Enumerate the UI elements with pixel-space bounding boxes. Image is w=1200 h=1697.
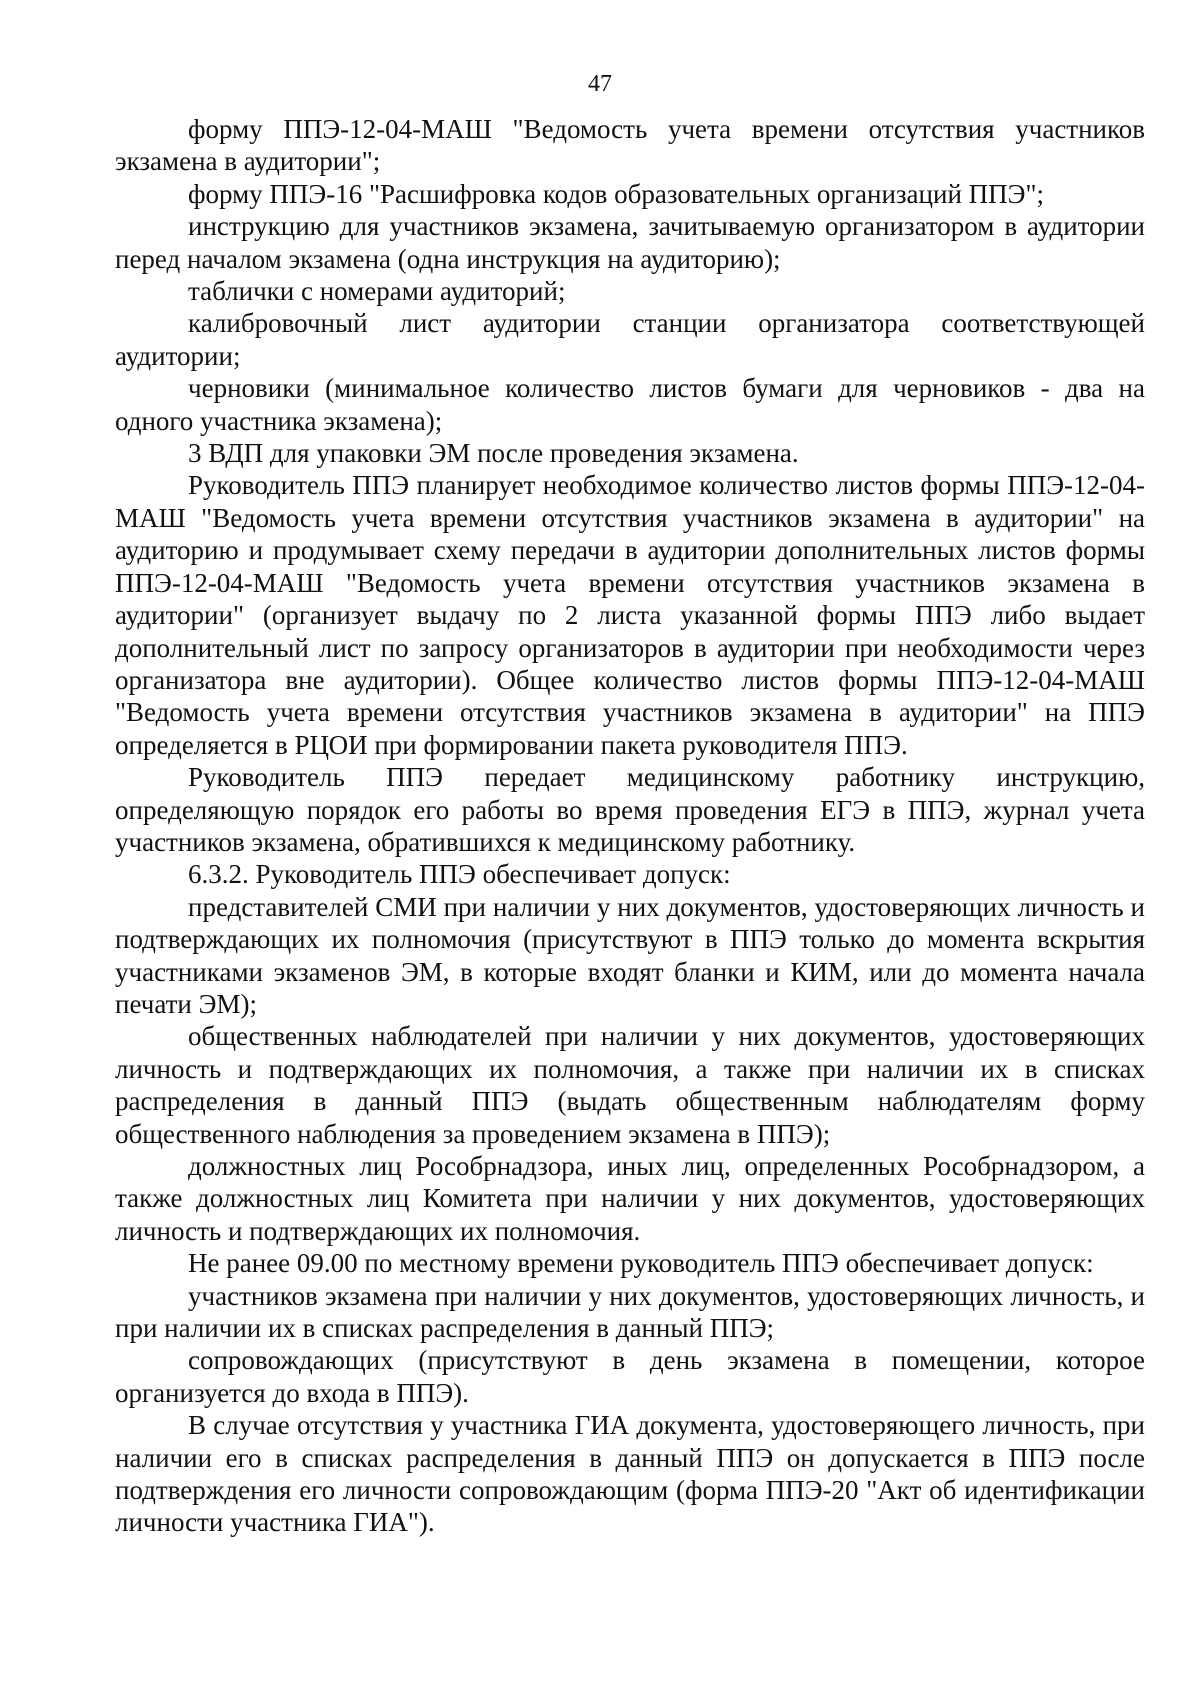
paragraph: инструкцию для участников экзамена, зачитываемую организатором в аудитории перед началом экзамена (одна инструкция на аудиторию);	[115, 211, 1145, 274]
paragraph: сопровождающих (присутствуют в день экзамена в помещении, которое организуется до входа в ППЭ).	[115, 1345, 1145, 1408]
paragraph: Руководитель ППЭ планирует необходимое количество листов формы ППЭ-12-04-МАШ "Ведомость учета времени отсутствия участников экзамена в аудитории" на аудиторию и продумывает схему передачи в аудитории дополнительных листов формы ППЭ-12-04-МАШ "Ведомость учета времени отсутствия участников экзамена в аудитории" (организует выдачу по 2 листа указанной формы ППЭ либо выдает дополнительный лист по запросу организаторов в аудитории при необходимости через организатора вне аудитории). Общее количество листов формы ППЭ-12-04-МАШ "Ведомость учета времени отсутствия участников экзамена в аудитории" на ППЭ определяется в РЦОИ при формировании пакета руководителя ППЭ.	[115, 470, 1145, 760]
paragraph: участников экзамена при наличии у них документов, удостоверяющих личность, и при наличии их в списках распределения в данный ППЭ;	[115, 1280, 1145, 1344]
document-body	[115, 113, 1145, 1539]
paragraph: должностных лиц Рособрнадзора, иных лиц, определенных Рособрнадзором, а также должностных лиц Комитета при наличии у них документов, удостоверяющих личность и подтверждающих их полномочия.	[115, 1151, 1145, 1246]
paragraph: Руководитель ППЭ передает медицинскому работнику инструкцию, определяющую порядок его работы во время проведения ЕГЭ в ППЭ, журнал учета участников экзамена, обратившихся к медицинскому работнику.	[115, 762, 1145, 857]
paragraph: форму ППЭ-12-04-МАШ "Ведомость учета времени отсутствия участников экзамена в аудитории";	[115, 114, 1145, 177]
paragraph: В случае отсутствия у участника ГИА документа, удостоверяющего личность, при наличии его в списках распределения в данный ППЭ он допускается в ППЭ после подтверждения его личности сопровождающим (форма ППЭ-20 "Акт об идентификации личности участника ГИА").	[115, 1410, 1145, 1538]
paragraph: форму ППЭ-16 "Расшифровка кодов образовательных организаций ППЭ";	[188, 178, 1044, 209]
paragraph: представителей СМИ при наличии у них документов, удостоверяющих личность и подтверждающих их полномочия (присутствуют в ППЭ только до момента вскрытия участниками экзаменов ЭМ, в которые входят бланки и КИМ, или до момента начала печати ЭМ);	[115, 891, 1145, 1019]
paragraph: Не ранее 09.00 по местному времени руководитель ППЭ обеспечивает допуск:	[188, 1248, 1094, 1279]
paragraph: общественных наблюдателей при наличии у них документов, удостоверяющих личность и подтверждающих их полномочия, а также при наличии их в списках распределения в данный ППЭ (выдать общественным наблюдателям форму общественного наблюдения за проведением экзамена в ППЭ);	[115, 1021, 1145, 1149]
paragraph: таблички с номерами аудиторий;	[188, 276, 566, 307]
paragraph: калибровочный лист аудитории станции организатора соответствующей аудитории;	[115, 308, 1145, 371]
section-heading: 6.3.2. Руководитель ППЭ обеспечивает допуск:	[188, 859, 731, 890]
paragraph: 3 ВДП для упаковки ЭМ после проведения экзамена.	[188, 438, 799, 469]
page-number: 47	[588, 71, 612, 97]
paragraph: черновики (минимальное количество листов бумаги для черновиков - два на одного участника экзамена);	[115, 373, 1145, 436]
